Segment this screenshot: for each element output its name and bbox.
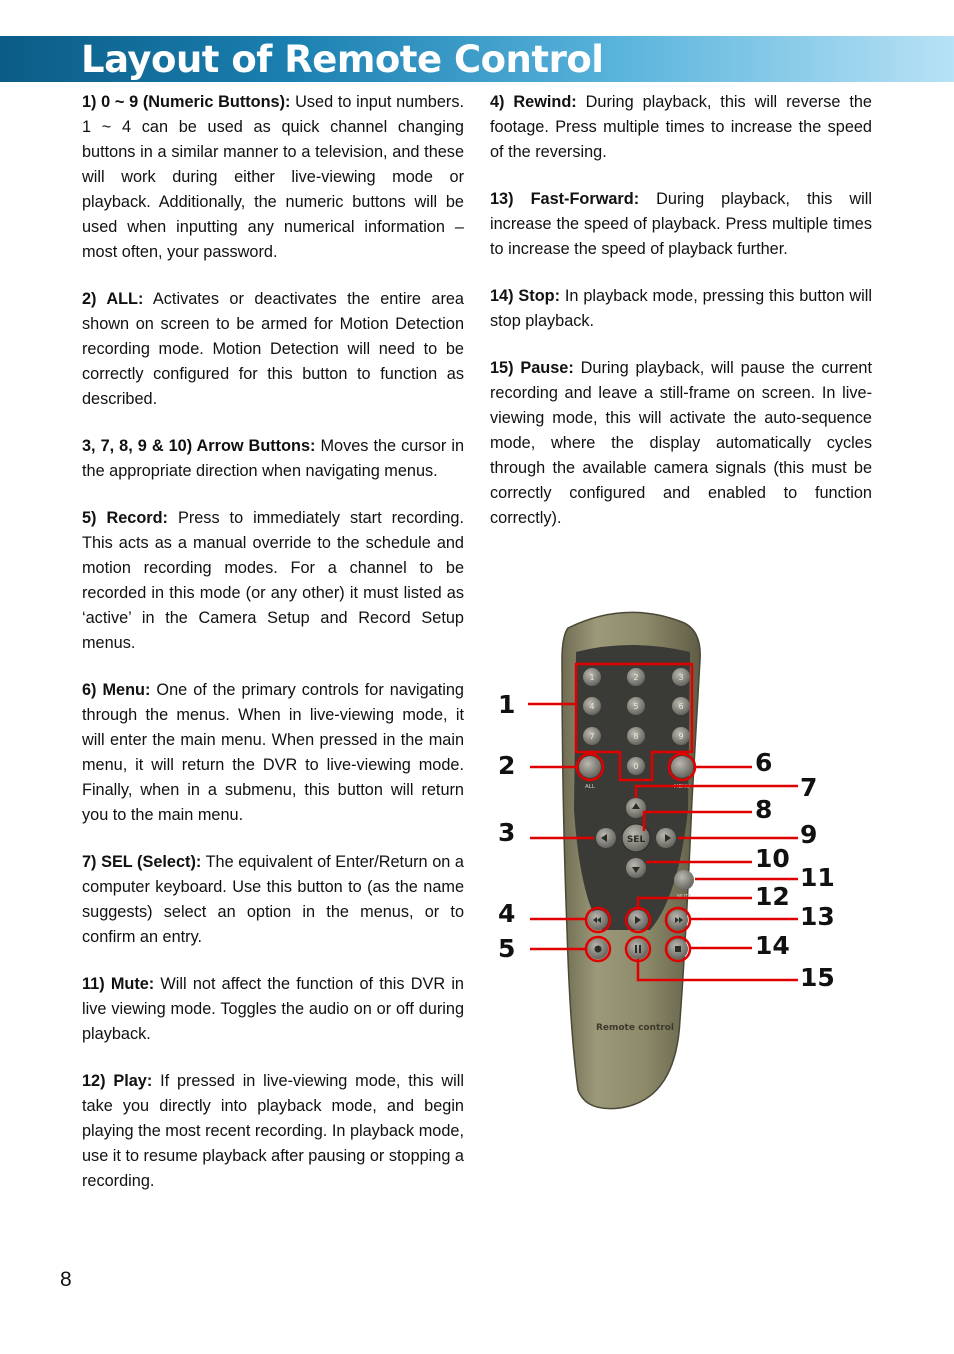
menu-button[interactable] bbox=[671, 756, 693, 778]
page-number: 8 bbox=[60, 1268, 72, 1291]
description-arrow-buttons bbox=[82, 434, 464, 484]
term: 15) Pause: bbox=[490, 359, 574, 377]
description-pause bbox=[490, 356, 872, 531]
callout-1: 1 bbox=[498, 690, 516, 719]
description-play bbox=[82, 1069, 464, 1194]
term: 1) 0 ~ 9 (Numeric Buttons): bbox=[82, 93, 291, 111]
body-text: During playback, this will increase the speed of playback. Press multiple times to increase the speed of playback further. bbox=[490, 190, 872, 258]
key-label: 8 bbox=[633, 732, 639, 741]
term: 4) Rewind: bbox=[490, 93, 577, 111]
callout-3: 3 bbox=[498, 818, 516, 847]
key-label: 4 bbox=[589, 702, 595, 711]
body-text: During playback, will pause the current recording and leave a still-frame on screen. In live-viewing mode, this will activate the auto-sequence mode, where the display automatically cycles through the available camera signals (this must be correctly configured and enabled to function correctly). bbox=[490, 359, 872, 527]
left-column bbox=[82, 90, 464, 1216]
term: 14) Stop: bbox=[490, 287, 561, 305]
all-button[interactable] bbox=[579, 756, 601, 778]
term: 13) Fast-Forward: bbox=[490, 190, 640, 208]
description-numeric-buttons bbox=[82, 90, 464, 265]
body-text: During playback, this will reverse the footage. Press multiple times to increase the speed of the reversing. bbox=[490, 93, 872, 161]
remote-control-figure bbox=[490, 600, 850, 1130]
term: 5) Record: bbox=[82, 509, 168, 527]
sel-key-label: SEL bbox=[626, 835, 646, 845]
body-text: If pressed in live-viewing mode, this will take you directly into playback mode, and begin playing the most recent recording. In playback mode, use it to resume playback after pausing or stopping a recording. bbox=[82, 1072, 464, 1190]
key-label: 1 bbox=[589, 673, 595, 682]
title-banner bbox=[0, 36, 954, 82]
key-label: 5 bbox=[633, 702, 639, 711]
body-text: Used to input numbers. 1 ~ 4 can be used as quick channel changing buttons in a similar manner to a television, and these will work during either live-viewing mode or playback. Additionally, the numeric buttons will be used when inputting any numerical information – most often, your password. bbox=[82, 93, 464, 261]
page-title: Layout of Remote Control bbox=[81, 38, 604, 81]
menu-key-label: MENU bbox=[673, 784, 691, 790]
description-sel bbox=[82, 850, 464, 950]
pause-button[interactable] bbox=[628, 939, 648, 959]
key-label: 9 bbox=[678, 732, 684, 741]
all-key-label: ALL bbox=[585, 784, 595, 790]
term: 7) SEL (Select): bbox=[82, 853, 202, 871]
term: 6) Menu: bbox=[82, 681, 151, 699]
callout-6: 6 bbox=[755, 748, 773, 777]
callout-8: 8 bbox=[755, 795, 773, 824]
term: 12) Play: bbox=[82, 1072, 153, 1090]
body-text: Press to immediately start recording. This acts as a manual override to the schedule and motion recording modes. For a channel to be recorded in this mode (or any other) it must listed as ‘active’ in the Camera Setup and Record Setup menus. bbox=[82, 509, 464, 652]
record-icon bbox=[595, 946, 602, 953]
body-text: The equivalent of Enter/Return on a computer keyboard. Use this button to (as the name suggests) select an option in the menus, or to confirm an entry. bbox=[82, 853, 464, 946]
term: 11) Mute: bbox=[82, 975, 155, 993]
body-text: Will not affect the function of this DVR in live viewing mode. Toggles the audio on or off during playback. bbox=[82, 975, 464, 1043]
callout-7: 7 bbox=[800, 773, 818, 802]
callout-5: 5 bbox=[498, 934, 516, 963]
description-menu bbox=[82, 678, 464, 828]
body-text: In playback mode, pressing this button will stop playback. bbox=[490, 287, 872, 330]
body-text: Moves the cursor in the appropriate direction when navigating menus. bbox=[82, 437, 465, 480]
description-record bbox=[82, 506, 464, 656]
right-column bbox=[490, 90, 872, 553]
callout-15: 15 bbox=[800, 963, 835, 992]
key-label: 2 bbox=[633, 673, 639, 682]
description-rewind bbox=[490, 90, 872, 165]
callout-14: 14 bbox=[755, 931, 790, 960]
callout-12: 12 bbox=[755, 882, 790, 911]
callout-11: 11 bbox=[800, 863, 835, 892]
term: 2) ALL: bbox=[82, 290, 144, 308]
term: 3, 7, 8, 9 & 10) Arrow Buttons: bbox=[82, 437, 316, 455]
callout-10: 10 bbox=[755, 844, 790, 873]
body-text: One of the primary controls for navigating through the menus. When in live-viewing mode, it will enter the main menu. When pressed in the main menu, it will return the DVR to live-viewing mode. Finally, when in a submenu, this button will return you to the main menu. bbox=[82, 681, 464, 824]
key-label: 7 bbox=[589, 732, 595, 741]
callout-2: 2 bbox=[498, 751, 516, 780]
description-mute bbox=[82, 972, 464, 1047]
key-label: 6 bbox=[678, 702, 684, 711]
remote-brand-label: Remote control bbox=[595, 1023, 675, 1033]
stop-icon bbox=[675, 946, 681, 952]
callout-13: 13 bbox=[800, 902, 835, 931]
key-label: 3 bbox=[678, 673, 684, 682]
callout-4: 4 bbox=[498, 899, 516, 928]
mute-key-label: MUTE bbox=[676, 894, 692, 900]
description-stop bbox=[490, 284, 872, 334]
body-text: Activates or deactivates the entire area shown on screen to be armed for Motion Detection recording mode. Motion Detection will need to be correctly configured for this button to function as described. bbox=[82, 290, 464, 408]
description-all bbox=[82, 287, 464, 412]
callout-9: 9 bbox=[800, 820, 818, 849]
mute-button[interactable] bbox=[674, 870, 694, 890]
key-label: 0 bbox=[633, 762, 639, 771]
description-fast-forward bbox=[490, 187, 872, 262]
